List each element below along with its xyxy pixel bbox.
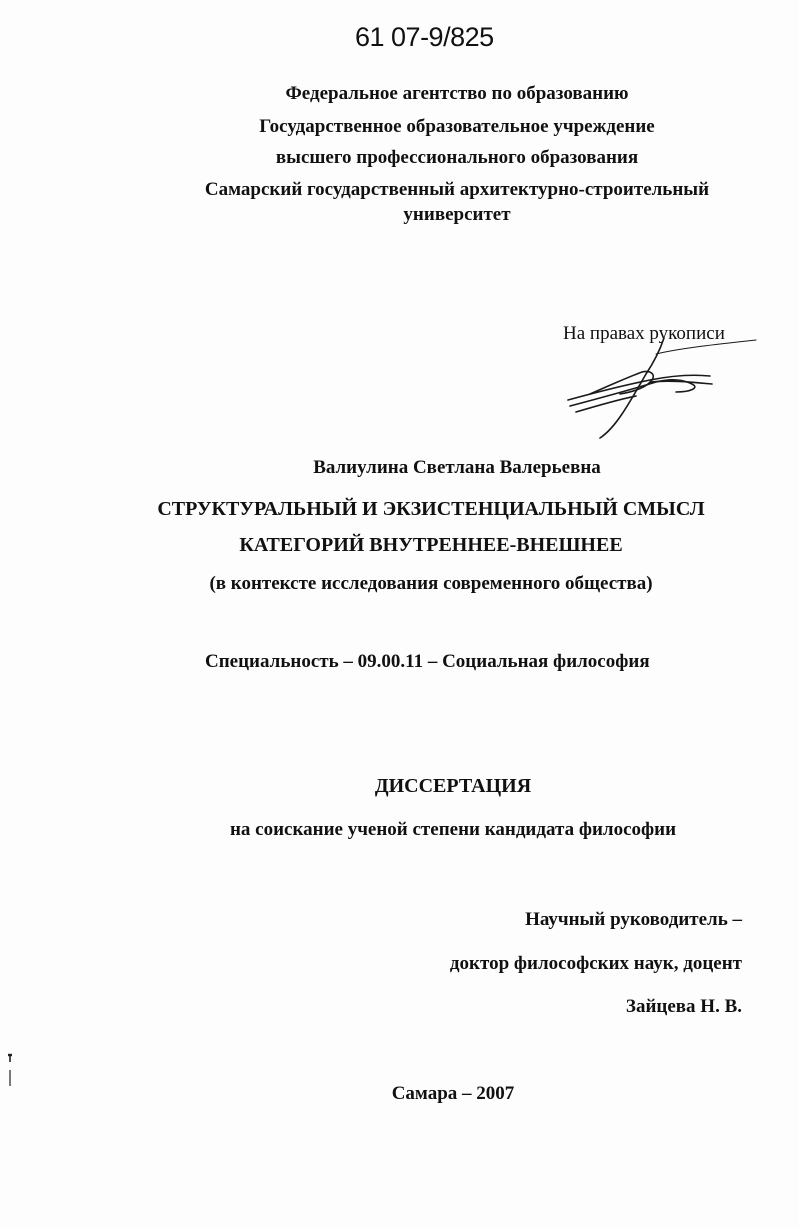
margin-mark: [6, 1052, 14, 1092]
place-and-year: Самара – 2007: [391, 1083, 515, 1104]
organization-line-4: Самарский государственный архитектурно-строительный: [204, 179, 710, 200]
organization-line-5: университет: [403, 204, 511, 225]
organization-line-2: Государственное образовательное учреждение: [259, 116, 655, 137]
organization-line-3: высшего профессионального образования: [275, 147, 639, 168]
dissertation-title-line-2: КАТЕГОРИЙ ВНУТРЕННЕЕ-ВНЕШНЕЕ: [239, 534, 623, 556]
dissertation-title-line-1: СТРУКТУРАЛЬНЫЙ И ЭКЗИСТЕНЦИАЛЬНЫЙ СМЫСЛ: [157, 498, 705, 520]
supervisor-name: Зайцева Н. В.: [625, 996, 742, 1017]
document-type: ДИССЕРТАЦИЯ: [374, 775, 532, 797]
specialty-line: Специальность – 09.00.11 – Социальная философия: [205, 651, 650, 672]
organization-line-1: Федеральное агентство по образованию: [285, 83, 629, 104]
supervisor-credentials: доктор философских наук, доцент: [449, 953, 742, 974]
dissertation-subtitle: (в контексте исследования современного общества): [209, 573, 653, 594]
registration-number: 61 07-9/825: [355, 22, 494, 52]
signature-icon: [560, 330, 760, 440]
manuscript-rights-stamp: На правах рукописи: [563, 323, 725, 344]
author-name: Валиулина Светлана Валерьевна: [313, 457, 601, 478]
degree-line: на соискание ученой степени кандидата философии: [229, 819, 677, 840]
supervisor-role: Научный руководитель –: [525, 909, 742, 930]
